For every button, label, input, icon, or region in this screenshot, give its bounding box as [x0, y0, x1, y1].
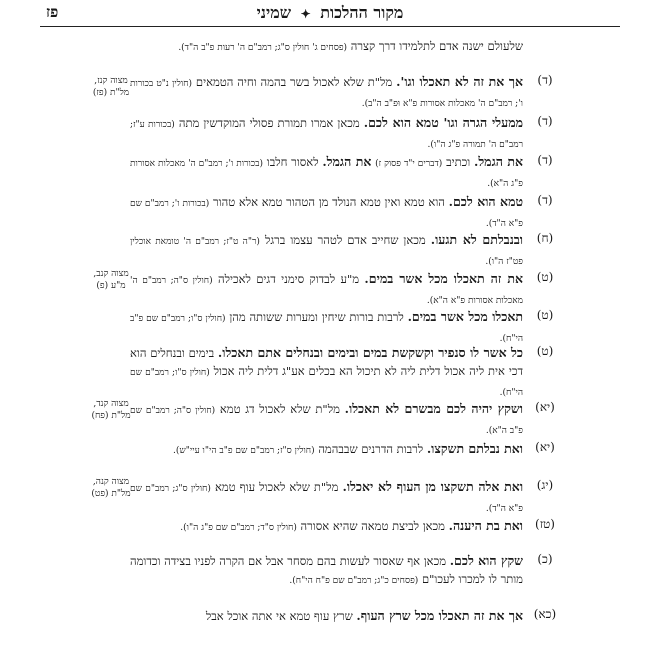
verse-number: (יא) — [535, 400, 555, 414]
verse-number: (ט) — [536, 344, 554, 358]
verse-number: (יא) — [535, 440, 555, 454]
entry: ואת אלה תשקצו מן העוף לא יאכלו. מל"ת שלא לאכול עוף טמא (חולין ס"ג; רמב"ם שם פ"א ה"ד). — [130, 479, 524, 514]
verse-number: (ד) — [537, 193, 553, 207]
mitzvah-side-note: מצוה קנב, מ"ע (פ) — [93, 269, 129, 291]
header-parsha-title: שמיני — [256, 3, 292, 22]
verse-number: (טז) — [535, 517, 555, 531]
entry: ובנבלתם לא תגעו. מכאן שחייב אדם לטהר עצמו ברגל (ר"ה ט"ז; רמב"ם ה' טומאת אוכלין פט"ז ה"ו). — [130, 232, 523, 267]
entry: טמא הוא לכם. הוא טמא ואין טמא הנולד מן הטהור טמא אלא טהור (בכורות ו'; רמב"ם שם פ"א ה"ד). — [130, 194, 524, 229]
entry: את הגמל. וכתיב (דברים י"ד פסוק ז) את הגמל. לאסור חלבו (בכורות ו'; רמב"ם ה' מאכלות אסורות פ"ג ה"א). — [130, 154, 523, 189]
verse-number: (ט) — [536, 270, 554, 284]
verse-number: (ד) — [537, 114, 553, 128]
entry: ואת נבלתם תשקצו. לרבות הדרנים שבבהמה (חולין ס"ז; רמב"ם שם פ"ב הי"ו עיי"ש). — [172, 441, 523, 456]
verse-number: (ד) — [537, 153, 553, 167]
entry: אך את זה לא תאכלו וגו'. מל"ת שלא לאכול בשר בהמה וחיה הטמאים (חולין נ"ט בכורות ו'; רמב"ם ה' מאכלות אסורות פ"א וּפ"ב ה"ב). — [130, 74, 524, 109]
entry: כל אשר לו סנפיר וקשקשת במים ובימים ובנחלים אתם תאכלו. בימים ובנחלים הוא דכי אית ליה אכול דלית ליה לא תיכול הא בכלים אע"ג דלית ליה אכול (חולין ס"ו; רמב"ם שם הי"ח). — [130, 345, 524, 398]
entry: תאכלו מכל אשר במים. לרבות בורות שיחין ומערות ששותה מהן (חולין ס"ו; רמב"ם שם פ"ב הי"ח). — [130, 309, 524, 344]
page-number: פז — [46, 3, 59, 21]
mitzvah-side-note: מצוה קנה, מל"ת (פט) — [91, 477, 131, 499]
verse-number: (ח) — [536, 231, 554, 245]
verse-number: (ד) — [537, 73, 553, 87]
verse-number: (כ) — [537, 552, 553, 566]
header-book-title: מקור ההלכות — [320, 3, 404, 22]
entry: ממעלי הגרה וגו' טמא הוא לכם. מכאן אמרו תמורת פסולי המוקדשין מתה (בכורות ע"ז; רמב"ם ה' תמורה פ"ג ה"ו). — [130, 115, 524, 150]
verse-number: (כא) — [533, 607, 557, 621]
entry: ושקץ יהיה לכם מבשרם לא תאכלו. מל"ת שלא לאכול דג טמא (חולין ס"ה; רמב"ם שם פ"ב ה"א). — [130, 401, 523, 436]
verse-number: (ט) — [536, 308, 554, 322]
entry: שקץ הוא לכם. מכאן אף שאסור לעשות בהם מסחר אבל אם הקרה לפניו בצידה וכדומה מותר לו למכרו לעכו"ם (פסחים כ"ג; רמב"ם שם פ"ח הי"ח). — [130, 553, 523, 586]
header-separator-icon: ✦ — [300, 7, 311, 21]
entry: אך את זה תאכלו מכל שרץ העוף. שרץ עוף טמא אי אתה אוכל אבל — [205, 608, 523, 623]
mitzvah-side-note: מצוה קנד, מל"ת (פח) — [91, 399, 131, 421]
verse-number: (יג) — [536, 478, 554, 492]
entry: ואת בת היענה. מכאן לביצת טמאה שהיא אסורה (חולין ס"ד; רמב"ם שם פ"ג ה"ו). — [180, 518, 523, 533]
mitzvah-side-note: מצוה קנז, מל"ת (פז) — [92, 76, 130, 98]
entry-continuation: שלעולם ישנה אדם לתלמידו דרך קצרה (פסחים ג' חולין ס"ג; רמב"ם ה' רעות פ"ב ה"ד). — [178, 39, 523, 53]
entry: את זה תאכלו מכל אשר במים. מ"ע לבדוק סימני דגים לאכילה (חולין ס"ה; רמב"ם ה' מאכלות אסורות פ"א ה"א). — [130, 271, 523, 306]
